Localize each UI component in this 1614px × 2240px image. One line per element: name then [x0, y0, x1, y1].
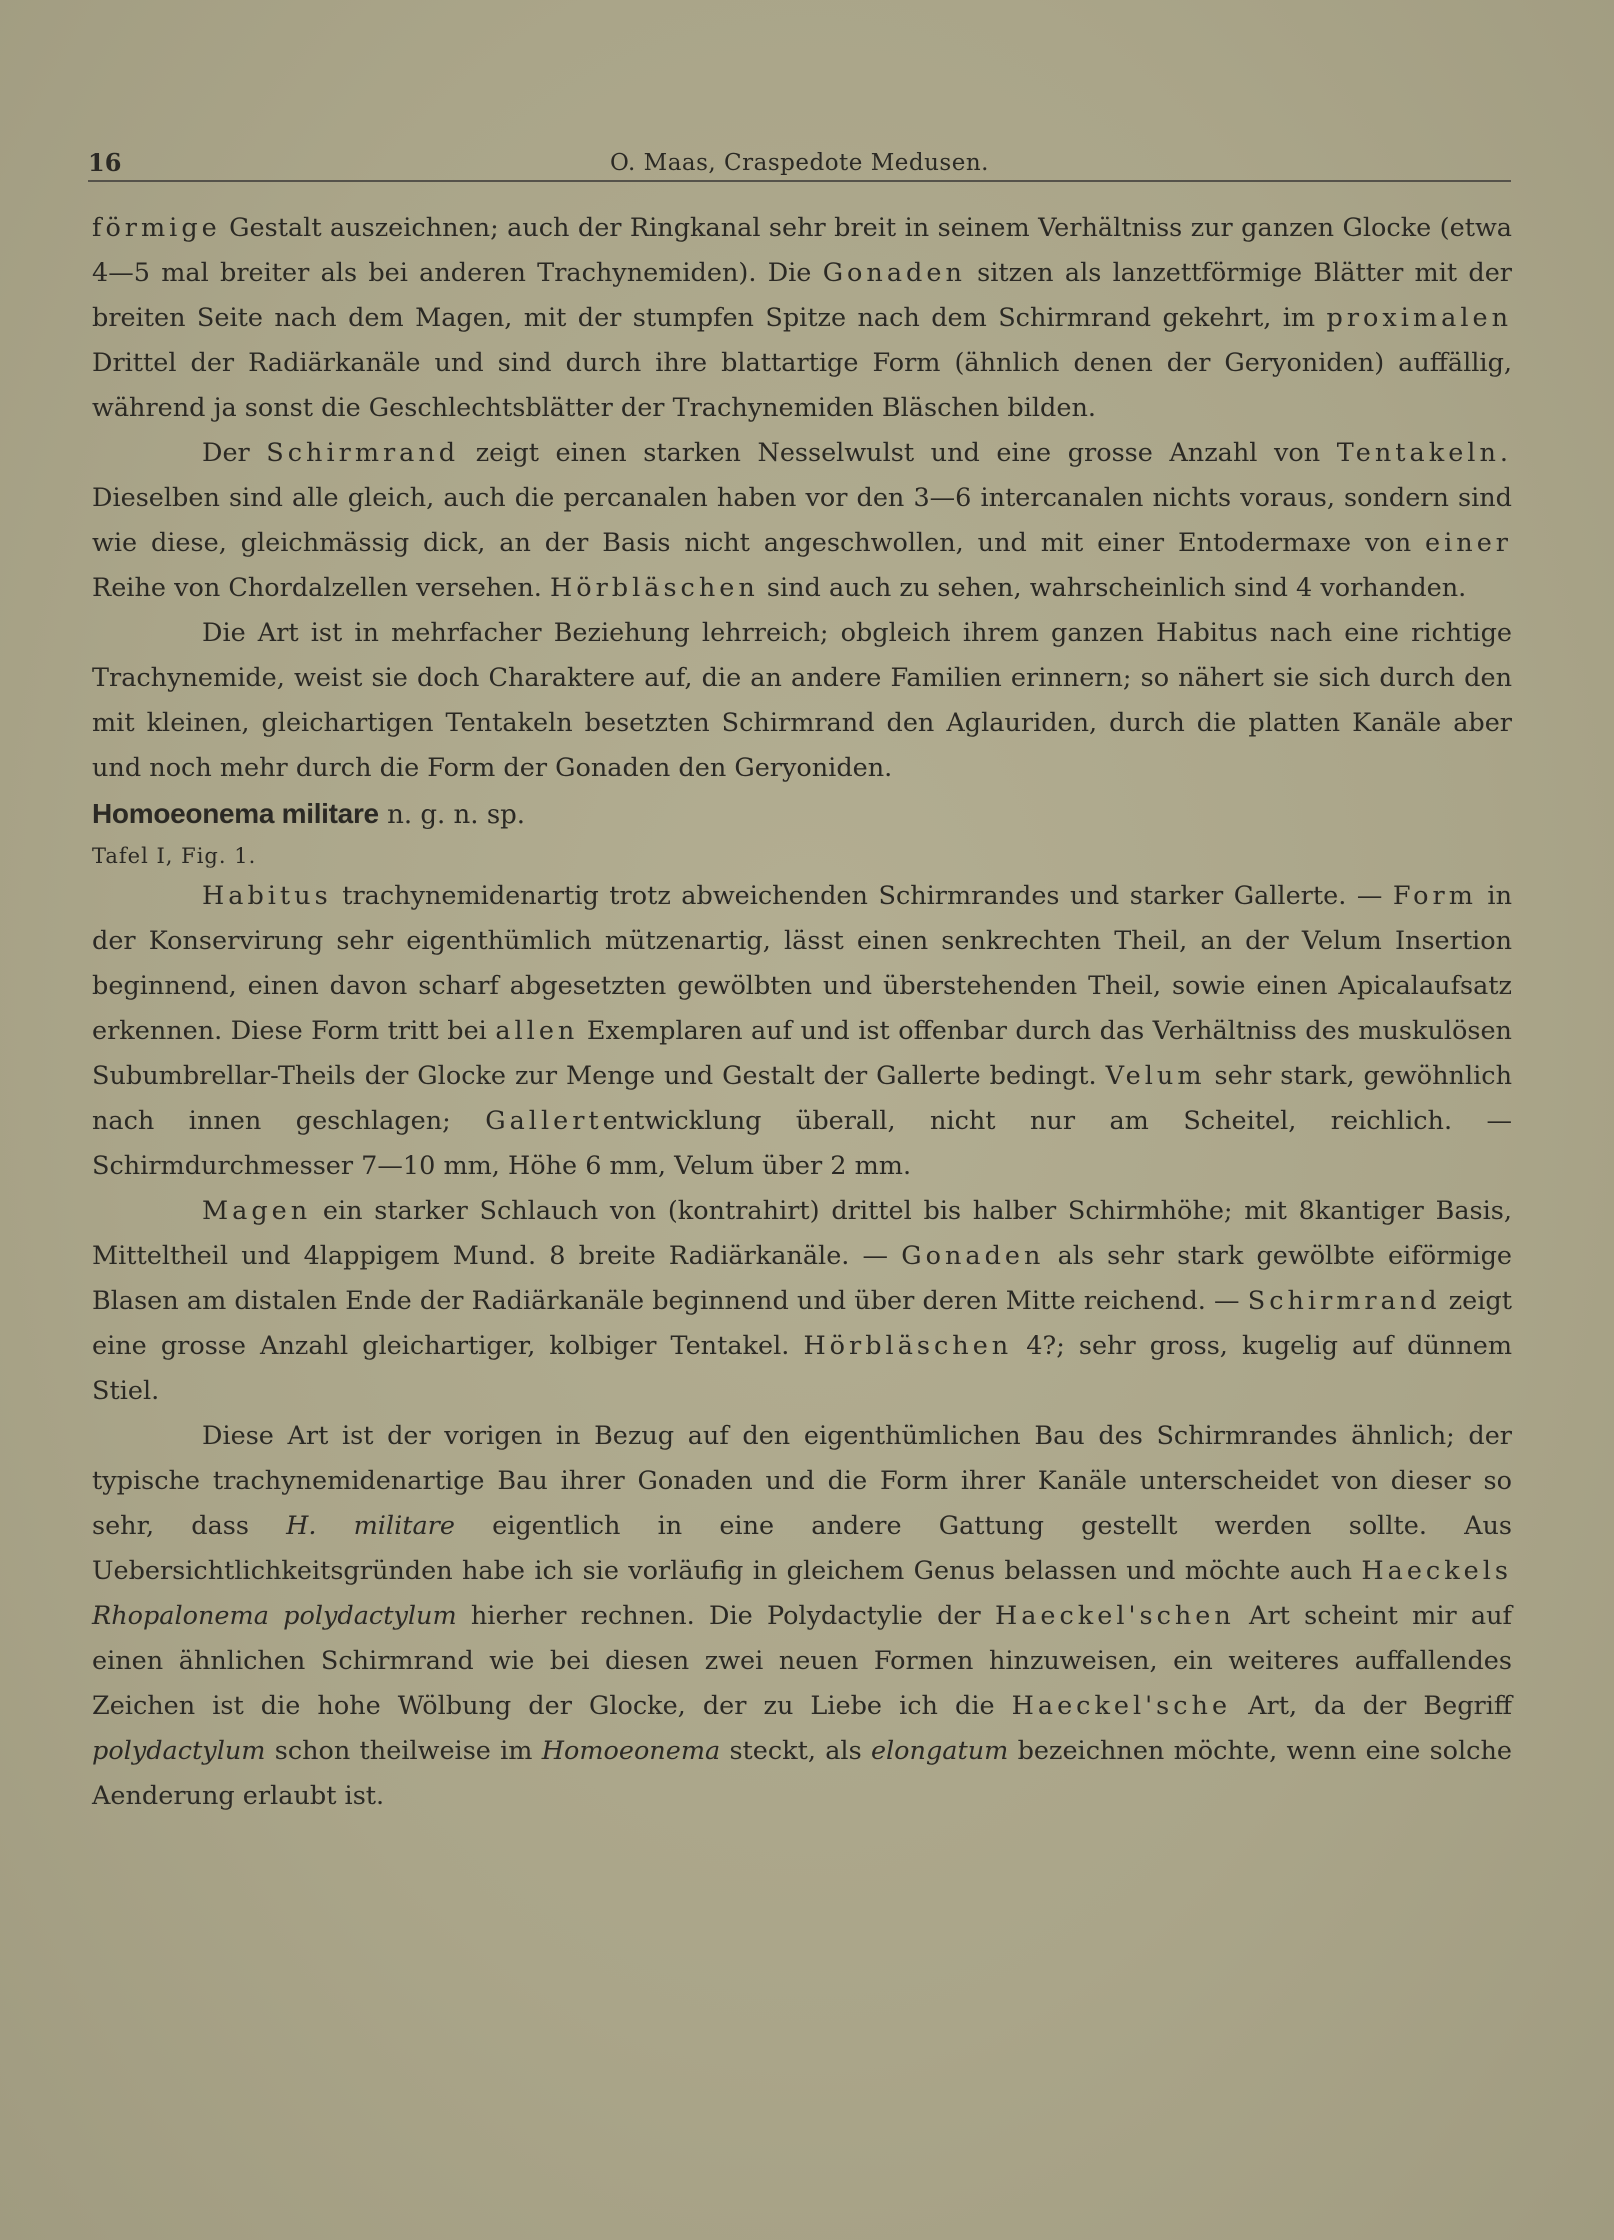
text-run: Art, da der Begriff	[1231, 1691, 1512, 1721]
spaced-word: Tentakeln.	[1336, 438, 1512, 468]
page-number: 16	[88, 148, 122, 177]
spaced-word: einer	[1425, 528, 1512, 558]
spaced-word: Schirmrand	[266, 438, 460, 468]
text-run: Dieselben sind alle gleich, auch die percanalen haben vor den 3—6 intercanalen nichts voraus, sondern sind wie diese, gleichmässig dick, an der Basis nicht angeschwollen, und mit einer Entodermaxe von	[92, 483, 1512, 558]
paragraph-2	[92, 431, 1512, 611]
text-run: Drittel der Radiärkanäle und sind durch ihre blattartige Form (ähnlich denen der Geryoniden) auffällig, während ja sonst die Geschlechtsblätter der Trachynemiden Bläschen bilden.	[92, 348, 1512, 423]
species-suffix: n. g. n. sp.	[378, 800, 526, 830]
italic-taxon: elongatum	[870, 1736, 1009, 1766]
spaced-word: Schirmrand	[1247, 1286, 1441, 1316]
text-run: 4?; sehr gross, kugelig auf dünnem Stiel.	[92, 1331, 1512, 1406]
spaced-word: allen	[495, 1016, 579, 1046]
running-title: O. Maas, Craspedote Medusen.	[610, 150, 989, 176]
spaced-word: Hörbläschen	[803, 1331, 1013, 1361]
spaced-word: Gonaden	[822, 258, 966, 288]
text-run: eigentlich in eine andere Gattung gestellt werden sollte. Aus Uebersichtlichkeitsgründen habe ich sie vorläufig in gleichem Genus belassen und möchte auch	[92, 1511, 1512, 1586]
plate-reference: Tafel I, Fig. 1.	[92, 844, 257, 868]
paragraph-5	[92, 1189, 1512, 1414]
species-name: Homoeonema militare	[92, 798, 379, 829]
species-heading	[92, 791, 1512, 838]
spaced-word: Haeckels	[1361, 1556, 1512, 1586]
text-run: hierher rechnen. Die Polydactylie der	[456, 1601, 995, 1631]
spaced-word: Magen	[202, 1196, 312, 1226]
text-run: sehr stark, gewöhnlich nach innen geschlagen;	[92, 1061, 1512, 1136]
spaced-word: Velum	[1105, 1061, 1206, 1091]
italic-taxon: polydactylum	[92, 1736, 266, 1766]
text-run: Der	[202, 438, 267, 468]
text-run: bezeichnen möchte, wenn eine solche Aenderung erlaubt ist.	[92, 1736, 1512, 1811]
spaced-word: Form	[1392, 881, 1477, 911]
italic-taxon: Homoeonema	[541, 1736, 721, 1766]
main-text	[92, 206, 1512, 1819]
italic-taxon: Rhopalonema polydactylum	[92, 1601, 457, 1631]
paragraph-4	[92, 874, 1512, 1189]
spaced-word: Haeckel'sche	[1011, 1691, 1232, 1721]
text-run: Art scheint mir auf einen ähnlichen Schirmrand wie bei diesen zwei neuen Formen hinzuweisen, ein weiteres auffallendes Zeichen ist die hohe Wölbung der Glocke, der zu Liebe ich die	[92, 1601, 1512, 1721]
text-run: Exemplaren auf und ist offenbar durch das Verhältniss des muskulösen Subumbrellar-Theils der Glocke zur Menge und Gestalt der Gallerte bedingt.	[92, 1016, 1512, 1091]
text-run: Diese Art ist der vorigen in Bezug auf den eigenthümlichen Bau des Schirmrandes ähnlich; der typische trachynemidenartige Bau ihrer Gonaden und die Form ihrer Kanäle unterscheidet von dieser so sehr, dass	[92, 1421, 1512, 1541]
header-rule	[88, 180, 1511, 182]
spaced-word: proximalen	[1326, 303, 1512, 333]
spaced-word: Haeckel'schen	[994, 1601, 1235, 1631]
paragraph-3: Die Art ist in mehrfacher Beziehung lehrreich; obgleich ihrem ganzen Habitus nach eine richtige Trachynemide, weist sie doch Charaktere auf, die an andere Familien erinnern; so nähert sie sich durch den mit kleinen, gleichartigen Tentakeln besetzten Schirmrand den Aglauriden, durch die platten Kanäle aber und noch mehr durch die Form der Gonaden den Geryoniden.	[92, 618, 1512, 783]
text-run: sitzen als lanzettförmige Blätter mit der breiten Seite nach dem Magen, mit der stumpfen Spitze nach dem Schirmrand gekehrt, im	[92, 258, 1513, 333]
text-run: Reihe von Chordalzellen versehen.	[92, 573, 550, 603]
text-run: steckt, als	[720, 1736, 871, 1766]
spaced-word: Hörbläschen	[549, 573, 759, 603]
spaced-word: Gonaden	[901, 1241, 1045, 1271]
text-run: zeigt eine grosse Anzahl gleichartiger, kolbiger Tentakel.	[92, 1286, 1512, 1361]
spaced-word: förmige	[92, 213, 221, 243]
spaced-word: Habitus	[202, 881, 332, 911]
text-run: sind auch zu sehen, wahrscheinlich sind 4 vorhanden.	[758, 573, 1467, 603]
page-header	[88, 146, 1511, 180]
text-run: trachynemidenartig trotz abweichenden Schirmrandes und starker Gallerte. —	[331, 881, 1393, 911]
text-run: schon theilweise im	[265, 1736, 542, 1766]
italic-taxon: H. militare	[286, 1511, 455, 1541]
spaced-word: Gallert	[485, 1106, 603, 1136]
text-run: entwicklung überall, nicht nur am Scheitel, reichlich. — Schirmdurchmesser 7—10 mm, Höhe 6 mm, Velum über 2 mm.	[92, 1106, 1513, 1181]
paragraph-1	[92, 206, 1512, 431]
text-run: Gestalt auszeichnen; auch der Ringkanal sehr breit in seinem Verhältniss zur ganzen Glocke (etwa 4—5 mal breiter als bei anderen Trachynemiden). Die	[92, 213, 1512, 288]
text-run: ein starker Schlauch von (kontrahirt) drittel bis halber Schirmhöhe; mit 8kantiger Basis, Mitteltheil und 4lappigem Mund. 8 breite Radiärkanäle. —	[92, 1196, 1512, 1271]
paragraph-6	[92, 1414, 1512, 1819]
text-run: zeigt einen starken Nesselwulst und eine grosse Anzahl von	[459, 438, 1337, 468]
text-run: in der Konservirung sehr eigenthümlich mützenartig, lässt einen senkrechten Theil, an der Velum Insertion beginnend, einen davon scharf abgesetzten gewölbten und überstehenden Theil, sowie einen Apicalaufsatz erkennen. Diese Form tritt bei	[92, 881, 1512, 1046]
text-run: als sehr stark gewölbte eiförmige Blasen am distalen Ende der Radiärkanäle beginnend und über deren Mitte reichend. —	[92, 1241, 1513, 1316]
